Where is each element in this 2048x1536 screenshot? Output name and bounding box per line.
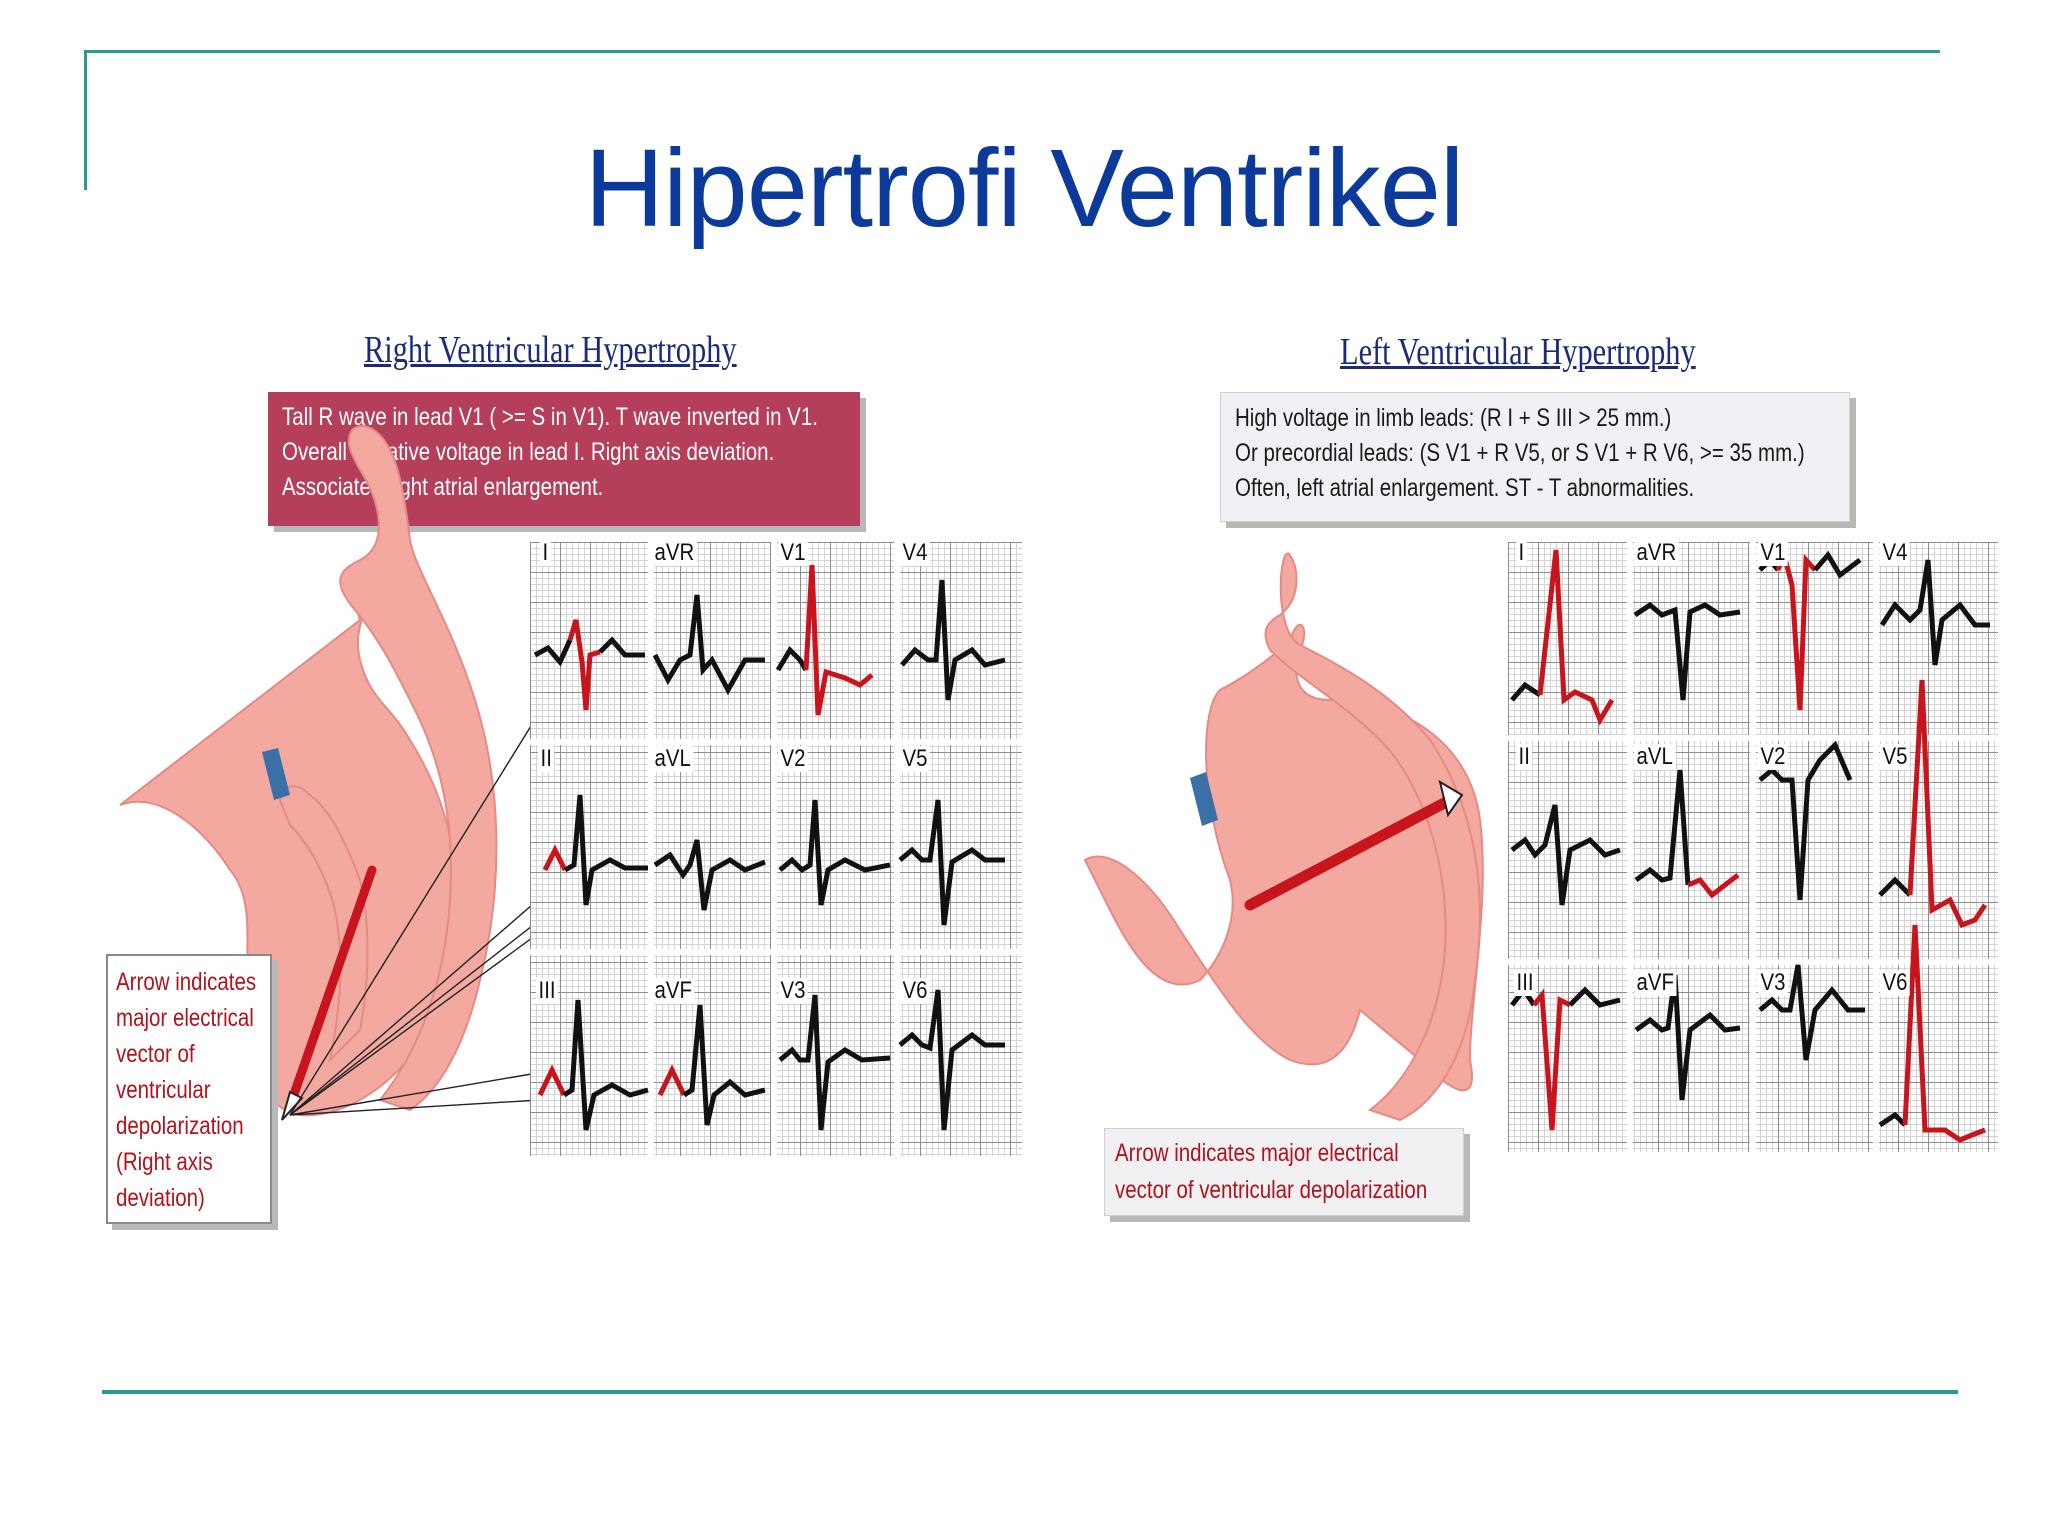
- rvh-note-line: deviation): [116, 1184, 205, 1212]
- rvh-lead-label: III: [536, 978, 558, 1004]
- rvh-lead-label: aVL: [652, 746, 693, 772]
- lvh-note-line: vector of ventricular depolarization: [1115, 1176, 1428, 1204]
- rvh-lead-label: V6: [900, 978, 930, 1004]
- rvh-lead-label: aVR: [652, 540, 697, 566]
- rvh-note-line: Arrow indicates: [116, 968, 257, 996]
- lvh-criteria-line: Or precordial leads: (S V1 + R V5, or S V1 + R V6, >= 35 mm.): [1235, 439, 1805, 467]
- lvh-lead-label: aVF: [1634, 970, 1677, 996]
- rvh-note-line: depolarization: [116, 1112, 244, 1140]
- rvh-note-line: vector of: [116, 1040, 195, 1068]
- lvh-lead-label: I: [1516, 540, 1527, 566]
- lvh-lead-label: III: [1514, 970, 1536, 996]
- lvh-criteria-line: Often, left atrial enlargement. ST - T abnormalities.: [1235, 474, 1695, 502]
- lvh-criteria-line: High voltage in limb leads: (R I + S III > 25 mm.): [1235, 404, 1672, 432]
- rvh-lead-label: aVF: [652, 978, 695, 1004]
- lvh-arrow-note: [1104, 1128, 1464, 1216]
- lvh-lead-label: V6: [1880, 970, 1910, 996]
- rvh-note-line: major electrical: [116, 1004, 254, 1032]
- rvh-lead-label: V1: [778, 540, 808, 566]
- rvh-lead-label: I: [540, 540, 551, 566]
- lvh-lead-label: aVR: [1634, 540, 1679, 566]
- rvh-lead-label: V4: [900, 540, 930, 566]
- rvh-heading: Right Ventricular Hypertrophy: [364, 329, 737, 371]
- lvh-lead-label: V4: [1880, 540, 1910, 566]
- rvh-lead-label: V3: [778, 978, 808, 1004]
- rvh-lead-label: II: [538, 746, 554, 772]
- rvh-criteria-line: Tall R wave in lead V1 ( >= S in V1). T wave inverted in V1.: [282, 403, 818, 431]
- rvh-criteria-line: Overall negative voltage in lead I. Right axis deviation.: [282, 438, 775, 466]
- lvh-lead-label: V2: [1758, 744, 1788, 770]
- lvh-lead-label: aVL: [1634, 744, 1675, 770]
- rvh-criteria-line: Associated right atrial enlargement.: [282, 473, 604, 501]
- lvh-lead-label: V1: [1758, 540, 1788, 566]
- lvh-lead-label: V5: [1880, 744, 1910, 770]
- rvh-note-line: (Right axis: [116, 1148, 213, 1176]
- lvh-lead-label: V3: [1758, 970, 1788, 996]
- lvh-lead-label: II: [1516, 744, 1532, 770]
- rvh-lead-label: V2: [778, 746, 808, 772]
- lvh-note-line: Arrow indicates major electrical: [1115, 1139, 1399, 1167]
- rvh-note-line: ventricular: [116, 1076, 211, 1104]
- lvh-heading: Left Ventricular Hypertrophy: [1340, 331, 1696, 373]
- slide-title: Hipertrofi Ventrikel: [584, 127, 1464, 250]
- rvh-lead-label: V5: [900, 746, 930, 772]
